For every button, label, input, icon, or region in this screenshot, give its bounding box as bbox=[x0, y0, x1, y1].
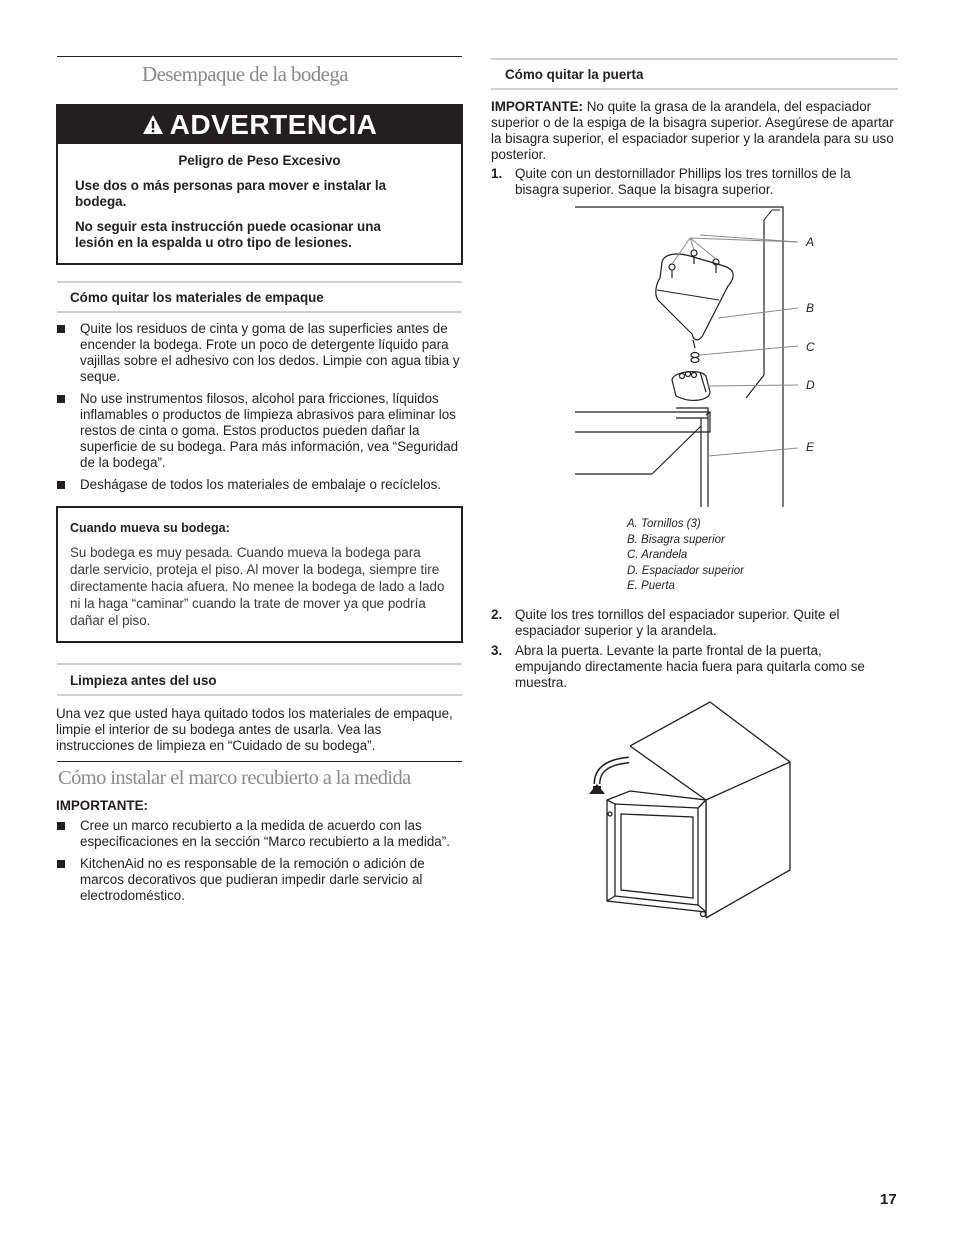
lift-arrow-icon bbox=[589, 760, 629, 794]
moving-box-title: Cuando mueva su bodega: bbox=[70, 521, 230, 535]
list-item: Cree un marco recubierto a la medida de acuerdo con las especificaciones en la sección “Marco recubierto a la medida”. bbox=[56, 818, 456, 850]
frame-important-label: IMPORTANTE: bbox=[56, 798, 148, 813]
hinge-legend bbox=[627, 517, 744, 595]
bullet-square bbox=[57, 860, 65, 868]
door-removal-diagram bbox=[585, 698, 795, 923]
warning-heading: Peligro de Peso Excesivo bbox=[178, 153, 341, 168]
frame-section-title: Cómo instalar el marco recubierto a la medida bbox=[58, 767, 411, 789]
packaging-title: Cómo quitar los materiales de empaque bbox=[70, 290, 324, 305]
top-rule-left bbox=[57, 56, 462, 57]
list-item: 1. Quite con un destornillador Phillips los tres tornillos de la bisagra superior. Saque la bisagra superior. bbox=[491, 166, 851, 197]
page-number: 17 bbox=[880, 1191, 897, 1208]
cleaning-title: Limpieza antes del uso bbox=[70, 673, 217, 688]
door-steps-2-3 bbox=[491, 607, 891, 695]
warning-box bbox=[56, 104, 463, 265]
door-top-bar bbox=[491, 58, 898, 60]
frame-rule bbox=[57, 761, 462, 762]
warning-banner bbox=[58, 106, 461, 144]
warning-triangle-icon bbox=[142, 114, 164, 136]
cleaning-top-bar bbox=[57, 663, 462, 665]
bullet-square bbox=[57, 481, 65, 489]
list-item: Quite los residuos de cinta y goma de las superficies antes de encender la bodega. Frote un poco de detergente líquido para vajillas sobre el adhesivo con los dedos. Limpie con agua tibia y seque. bbox=[56, 321, 460, 385]
hinge-diagram bbox=[560, 200, 830, 510]
packaging-top-bar bbox=[57, 281, 462, 283]
door-important-paragraph: IMPORTANTE: No quite la grasa de la arandela, del espaciador superior o de la espiga de la bisagra superior. Asegúrese de apartar la bisagra superior, el espaciador superior y la arandela para su uso posterior. bbox=[491, 99, 894, 162]
packaging-bullet-list bbox=[56, 321, 460, 499]
door-step-1 bbox=[491, 166, 891, 202]
legend-item: D. Espaciador superior bbox=[627, 564, 744, 577]
warning-line-2: No seguir esta instrucción puede ocasionar una lesión en la espalda u otro tipo de lesiones. bbox=[75, 219, 381, 250]
warning-label: ADVERTENCIA bbox=[169, 109, 378, 140]
list-item: KitchenAid no es responsable de la remoción o adición de marcos decorativos que pudieran impedir darle servicio al electrodoméstico. bbox=[56, 856, 456, 904]
door-bottom-bar bbox=[491, 88, 898, 90]
legend-item: E. Puerta bbox=[627, 580, 675, 592]
cleaning-bottom-bar bbox=[57, 694, 462, 696]
bullet-square bbox=[57, 395, 65, 403]
list-item: Deshágase de todos los materiales de embalaje o recíclelos. bbox=[56, 477, 460, 493]
frame-bullet-list bbox=[56, 818, 456, 910]
list-item: 2. Quite los tres tornillos del espaciador superior. Quite el espaciador superior y la arandela. bbox=[491, 607, 840, 638]
moving-box-text: Su bodega es muy pesada. Cuando mueva la bodega para darle servicio, proteja el piso. Al mover la bodega, siempre tire directamente hacia afuera. No menee la bodega de lado a lado ni la haga “caminar” cuando la trate de mover ya que podría dañar el piso. bbox=[70, 545, 445, 628]
cabinet-outline bbox=[575, 207, 783, 507]
callout-a: A bbox=[806, 235, 815, 249]
callout-e: E bbox=[806, 440, 815, 454]
legend-item: B. Bisagra superior bbox=[627, 533, 725, 546]
callout-d: D bbox=[806, 378, 815, 392]
legend-item: A. Tornillos (3) bbox=[627, 518, 701, 530]
list-item: No use instrumentos filosos, alcohol para fricciones, líquidos inflamables o productos de limpieza abrasivos para eliminar los restos de cinta o goma. Estos productos pueden dañar la superficie de su bodega. Para más información, vea “Seguridad de la bodega”. bbox=[56, 391, 460, 471]
callout-b: B bbox=[806, 301, 815, 315]
callout-c: C bbox=[806, 340, 815, 354]
legend-item: C. Arandela bbox=[627, 549, 688, 561]
door-title: Cómo quitar la puerta bbox=[505, 67, 644, 82]
moving-caution-box bbox=[56, 506, 463, 643]
warning-line-1: Use dos o más personas para mover e instalar la bodega. bbox=[75, 178, 387, 209]
packaging-bottom-bar bbox=[57, 311, 462, 313]
bullet-square bbox=[57, 325, 65, 333]
bullet-square bbox=[57, 822, 65, 830]
unpack-section-title: Desempaque de la bodega bbox=[142, 62, 349, 86]
cleaning-text: Una vez que usted haya quitado todos los materiales de empaque, limpie el interior de su bodega antes de usarla. Vea las instrucciones de limpieza en “Cuidado de su bodega”. bbox=[56, 706, 453, 753]
list-item: 3. Abra la puerta. Levante la parte frontal de la puerta, empujando directamente hacia fuera para quitarla como se muestra. bbox=[491, 643, 865, 690]
